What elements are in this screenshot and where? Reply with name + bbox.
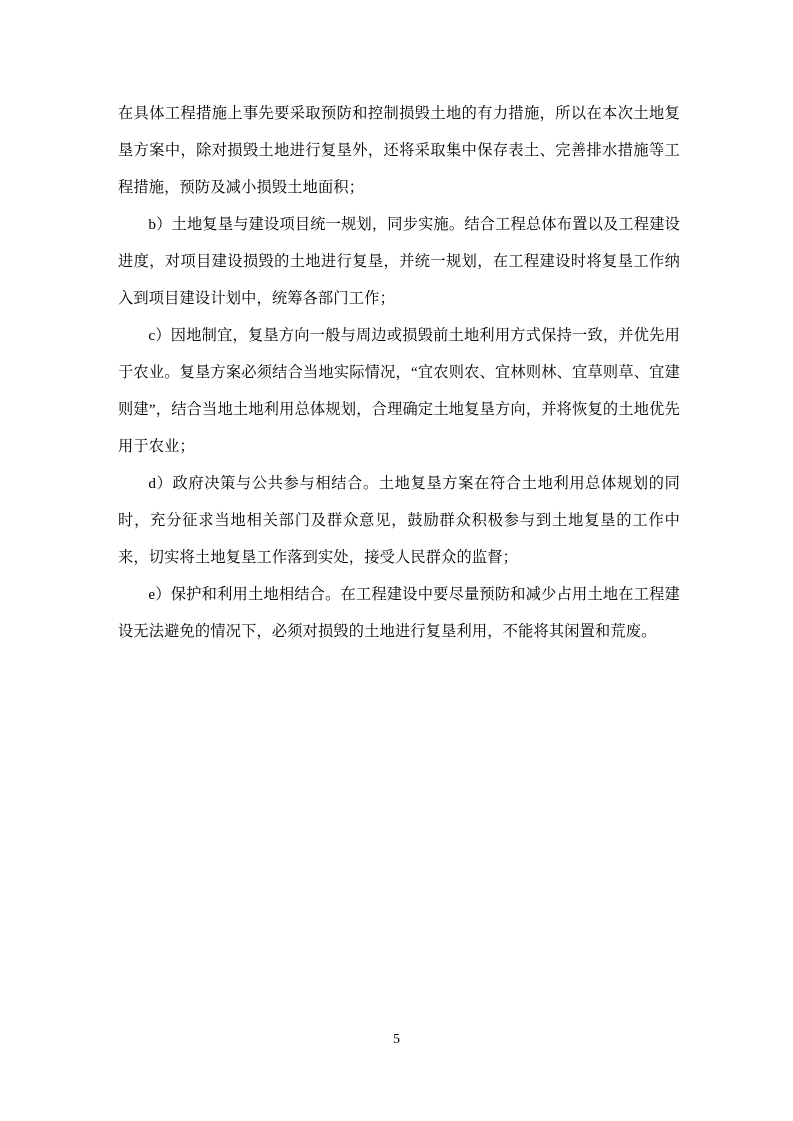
paragraph: b）土地复垦与建设项目统一规划，同步实施。结合工程总体布置以及工程建设进度，对项目建设损毁的土地进行复垦，并统一规划，在工程建设时将复垦工作纳入到项目建设计划中，统筹各部门工作； (118, 216, 680, 307)
page-body (118, 95, 680, 650)
paragraph: e）保护和利用土地相结合。在工程建设中要尽量预防和减少占用土地在工程建设无法避免的情况下，必须对损毁的土地进行复垦利用，不能将其闲置和荒废。 (118, 586, 680, 640)
page-number: 5 (393, 1032, 400, 1047)
paragraph: c）因地制宜，复垦方向一般与周边或损毁前土地利用方式保持一致，并优先用于农业。复垦方案必须结合当地实际情况，“宜农则农、宜林则林、宜草则草、宜建则建”，结合当地土地利用总体规划，合理确定土地复垦方向，并将恢复的土地优先用于农业； (118, 327, 680, 455)
paragraph: 在具体工程措施上事先要采取预防和控制损毁土地的有力措施，所以在本次土地复垦方案中，除对损毁土地进行复垦外，还将采取集中保存表土、完善排水措施等工程措施，预防及减小损毁土地面积； (118, 105, 680, 196)
paragraph: d）政府决策与公共参与相结合。土地复垦方案在符合土地利用总体规划的同时，充分征求当地相关部门及群众意见，鼓励群众积极参与到土地复垦的工作中来，切实将土地复垦工作落到实处，接受人民群众的监督； (118, 475, 680, 566)
